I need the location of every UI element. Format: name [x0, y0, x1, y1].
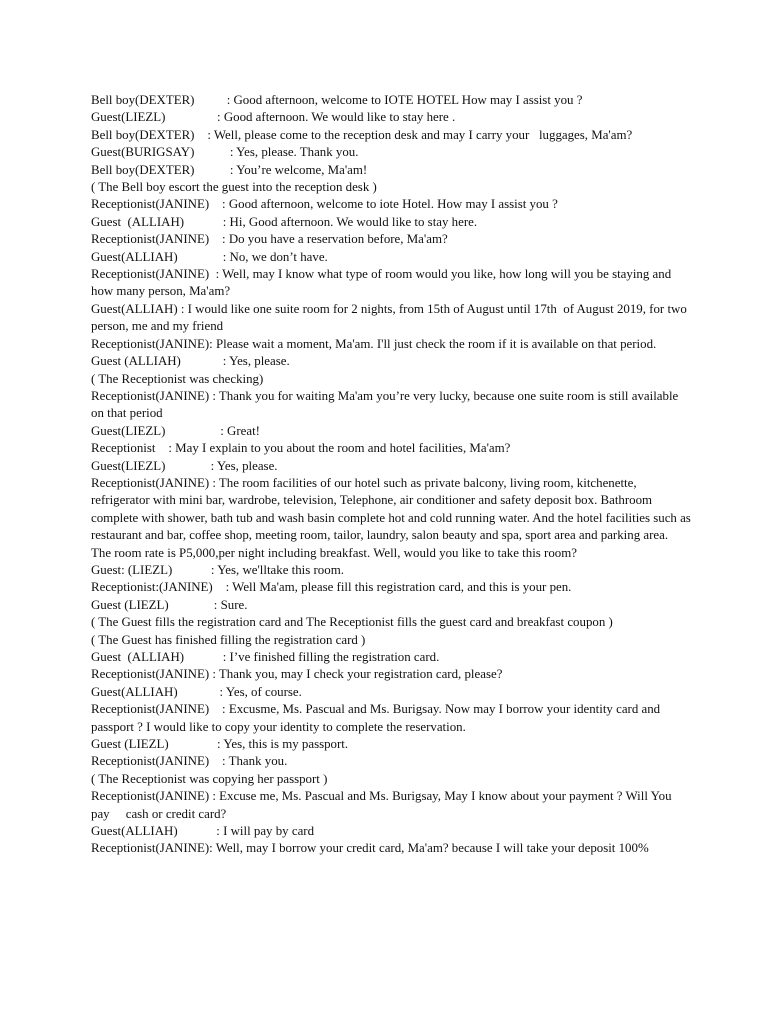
dialogue-line: ( The Receptionist was copying her passport )	[91, 771, 328, 786]
dialogue-line: ( The Guest fills the registration card and The Receptionist fills the guest card and breakfast coupon )	[91, 615, 613, 630]
dialogue-line: Receptionist:(JANINE) : Well Ma'am, please fill this registration card, and this is your pen.	[91, 580, 572, 595]
dialogue-line: Guest(ALLIAH) : No, we don’t have.	[91, 249, 328, 264]
dialogue-line: Guest(LIEZL) : Great!	[91, 423, 260, 438]
dialogue-line: Receptionist(JANINE) : Thank you.	[91, 754, 288, 769]
dialogue-line: Guest(ALLIAH) : I will pay by card	[91, 824, 315, 839]
dialogue-line: Guest(ALLIAH) : I would like one suite room for 2 nights, from 15th of August until 17th of August 2019, for two person, me and my friend	[91, 301, 691, 334]
dialogue-line: Receptionist(JANINE) : Excuse me, Ms. Pascual and Ms. Burigsay, May I know about your payment ? Will You pay cash or credit card?	[91, 789, 675, 821]
dialogue-line: Bell boy(DEXTER) : Well, please come to the reception desk and may I carry your luggages, Ma'am?	[91, 127, 633, 142]
dialogue-line: Receptionist : May I explain to you about the room and hotel facilities, Ma'am?	[91, 441, 511, 456]
dialogue-line: Guest (ALLIAH) : Hi, Good afternoon. We would like to stay here.	[91, 214, 478, 229]
dialogue-line: ( The Guest has finished filling the registration card )	[91, 632, 366, 647]
dialogue-line: Bell boy(DEXTER) : Good afternoon, welcome to IOTE HOTEL How may I assist you ?	[91, 93, 583, 107]
dialogue-line: Receptionist(JANINE) : Thank you, may I check your registration card, please?	[91, 667, 503, 682]
dialogue-line: Receptionist(JANINE) : Do you have a reservation before, Ma'am?	[91, 232, 448, 247]
dialogue-line: Guest(ALLIAH) : Yes, of course.	[91, 684, 302, 699]
dialogue-line: Receptionist(JANINE): Well, may I borrow your credit card, Ma'am? because I will take your deposit 100%	[91, 841, 649, 856]
dialogue-line: ( The Bell boy escort the guest into the reception desk )	[91, 180, 377, 195]
dialogue-line: Guest(BURIGSAY) : Yes, please. Thank you.	[91, 145, 359, 160]
dialogue-line: Guest: (LIEZL) : Yes, we'lltake this room.	[91, 562, 344, 577]
dialogue-line: Guest (ALLIAH) : I’ve finished filling the registration card.	[91, 650, 440, 664]
dialogue-line: Receptionist(JANINE) : Thank you for waiting Ma'am you’re very lucky, because one suite room is still available on that period	[91, 388, 682, 421]
dialogue-line: Receptionist(JANINE) : Well, may I know what type of room would you like, how long will you be staying and how many person, Ma'am?	[91, 267, 675, 299]
dialogue-line: Bell boy(DEXTER) : You’re welcome, Ma'am!	[91, 162, 368, 177]
dialogue-line: Guest (ALLIAH) : Yes, please.	[91, 354, 290, 369]
dialogue-line: Guest(LIEZL) : Good afternoon. We would like to stay here .	[91, 110, 456, 125]
dialogue-line: Receptionist(JANINE): Please wait a moment, Ma'am. I'll just check the room if it is available on that period.	[91, 336, 657, 351]
dialogue-line: Guest(LIEZL) : Yes, please.	[91, 458, 278, 473]
dialogue-line: The room rate is P5,000,per night including breakfast. Well, would you like to take this room?	[91, 545, 577, 560]
dialogue-line: Receptionist(JANINE) : Excusme, Ms. Pascual and Ms. Burigsay. Now may I borrow your identity card and passport ? I would like to copy your identity to complete the reservation.	[91, 702, 664, 734]
dialogue-line: ( The Receptionist was checking)	[91, 371, 264, 386]
dialogue-line: Receptionist(JANINE) : The room facilities of our hotel such as private balcony, living room, kitchenette, refrigerator with mini bar, wardrobe, television, Telephone, air conditioner and safety deposit box. Bathroom complete with shower, bath tub and wash basin complete hot and cold running water. And the hotel facilities such as restaurant and bar, coffee shop, meeting room, tailor, laundry, salon beauty and spa, sport area and parking area.	[91, 475, 695, 543]
dialogue-line: Guest (LIEZL) : Yes, this is my passport.	[91, 737, 349, 752]
dialogue-text	[91, 92, 695, 858]
dialogue-line: Receptionist(JANINE) : Good afternoon, welcome to iote Hotel. How may I assist you ?	[91, 197, 558, 212]
dialogue-line: Guest (LIEZL) : Sure.	[91, 597, 248, 612]
